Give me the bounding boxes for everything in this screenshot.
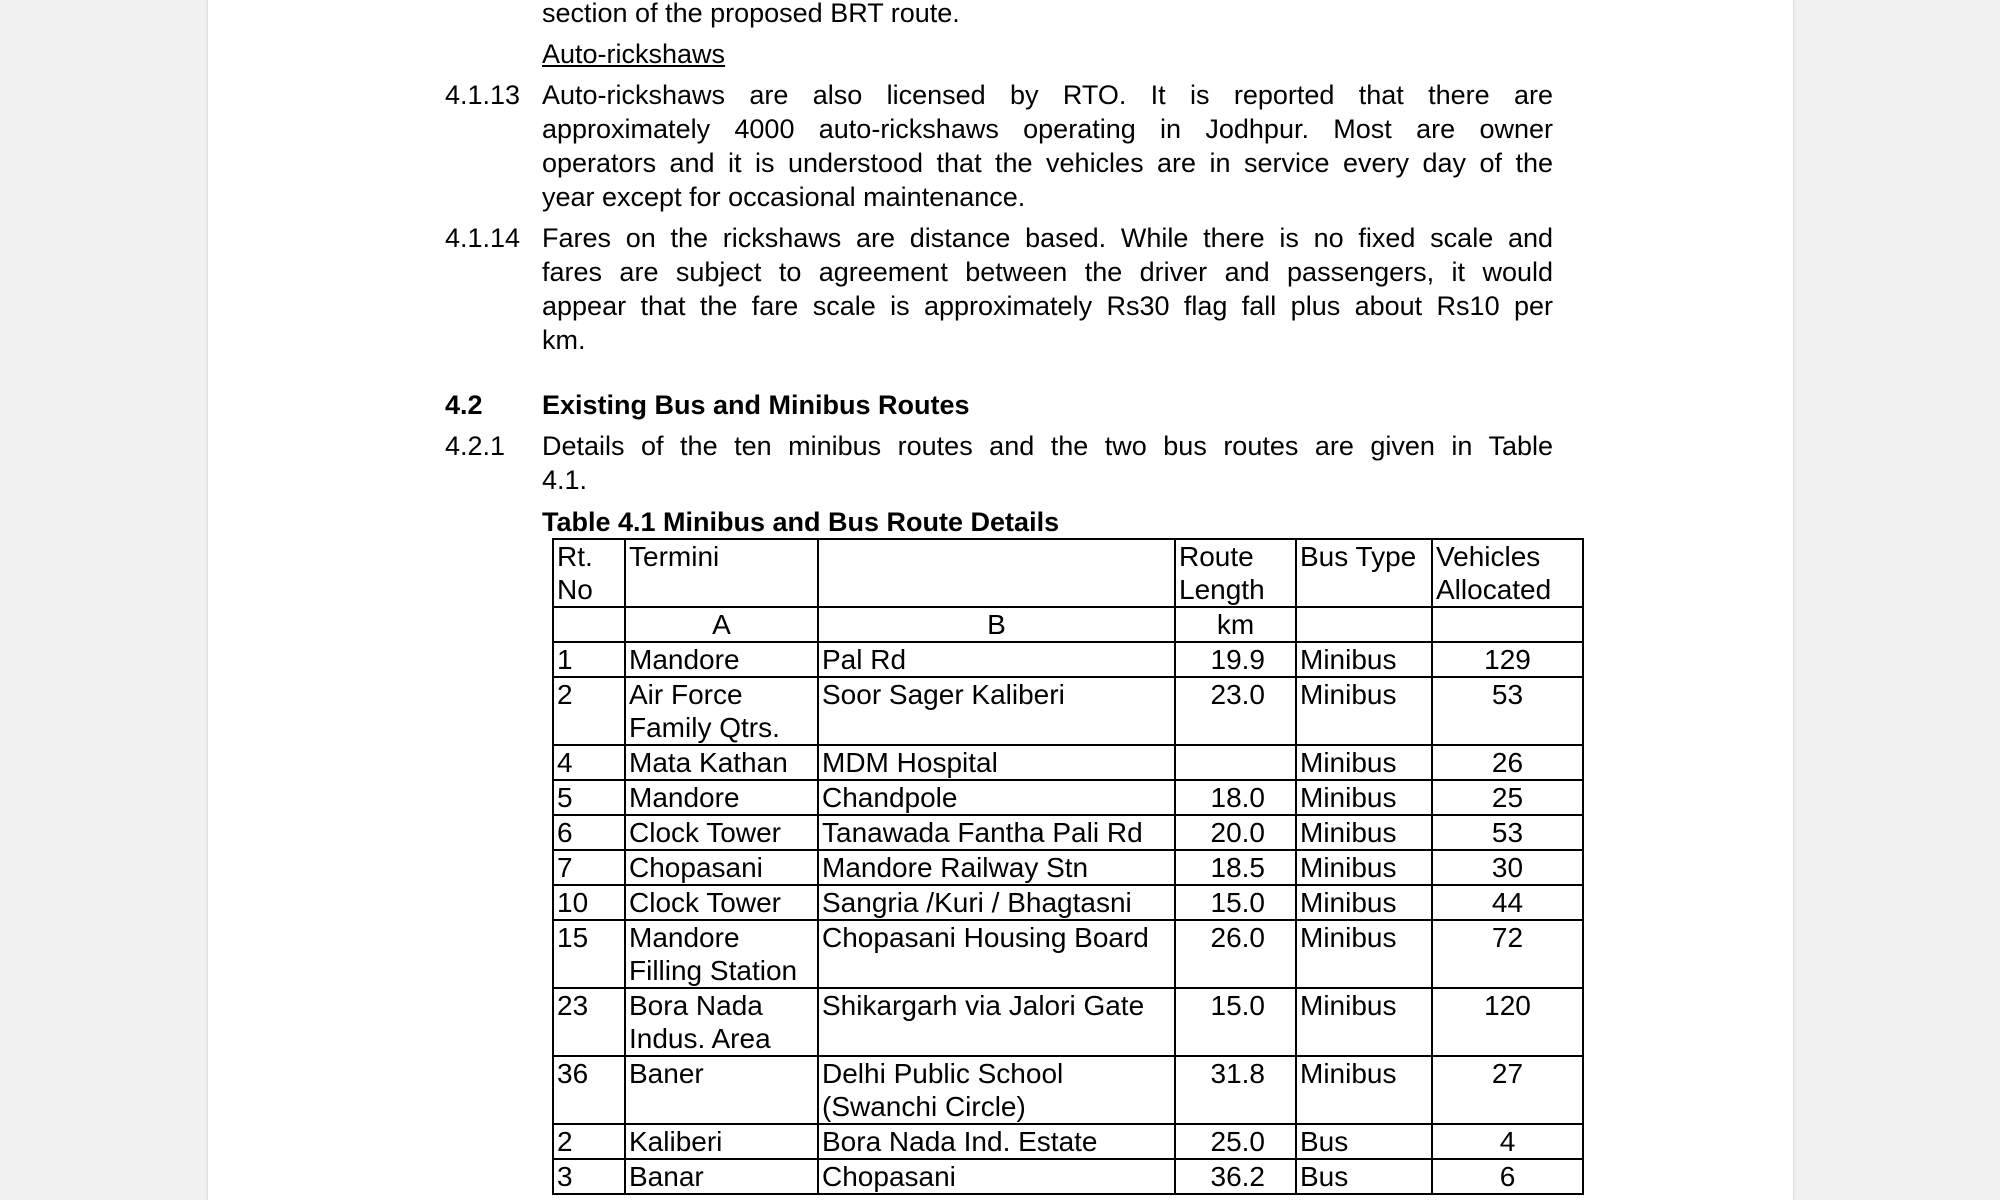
cell-terminus-a-line: Kaliberi <box>629 1126 723 1157</box>
cell-terminus-b-line: Delhi Public School <box>822 1058 1064 1089</box>
cell-bus-type: Minibus <box>1296 642 1432 677</box>
cell-terminus-a-line: Filling Station <box>629 955 798 986</box>
table-caption: Table 4.1 Minibus and Bus Route Details <box>542 507 1060 537</box>
table-row <box>553 745 1583 780</box>
paragraph-4114 <box>542 221 1553 357</box>
cell-route-length: 36.2 <box>1175 1159 1296 1194</box>
cell-vehicles: 26 <box>1432 745 1583 780</box>
cell-terminus-b <box>818 885 1175 920</box>
cell-terminus-b-line: Soor Sager Kaliberi <box>822 679 1065 710</box>
cell-terminus-b-line: Pal Rd <box>822 644 907 675</box>
cell-bus-type: Minibus <box>1296 920 1432 988</box>
cell-terminus-b <box>818 780 1175 815</box>
para-number-4113: 4.1.13 <box>445 80 521 110</box>
cell-terminus-b <box>818 745 1175 780</box>
cell-terminus-b <box>818 850 1175 885</box>
para-line: Fares on the rickshaws are distance based. While there is no fixed scale and <box>542 223 1553 253</box>
cell-vehicles: 53 <box>1432 677 1583 745</box>
cell-vehicles: 30 <box>1432 850 1583 885</box>
para-line: year except for occasional maintenance. <box>542 182 1026 212</box>
para-number-421: 4.2.1 <box>445 431 506 461</box>
cell-terminus-b <box>818 1159 1175 1194</box>
cell-route-length: 25.0 <box>1175 1124 1296 1159</box>
cell-bus-type: Minibus <box>1296 1056 1432 1124</box>
para-line: Auto-rickshaws are also licensed by RTO. It is reported that there are <box>542 80 1553 110</box>
cell-terminus-b <box>818 1056 1175 1124</box>
cell-route-no: 10 <box>553 885 625 920</box>
cell-terminus-b-line: (Swanchi Circle) <box>822 1091 1026 1122</box>
cell-terminus-a <box>625 642 818 677</box>
para-line: operators and it is understood that the vehicles are in service every day of the <box>542 148 1553 178</box>
table-row <box>553 677 1583 745</box>
cell-vehicles: 120 <box>1432 988 1583 1056</box>
cell-vehicles: 4 <box>1432 1124 1583 1159</box>
table-row <box>553 1124 1583 1159</box>
table-subheader-row <box>553 607 1583 642</box>
cell-bus-type: Minibus <box>1296 815 1432 850</box>
cell-terminus-b-line: Chandpole <box>822 782 958 813</box>
cell-route-no: 15 <box>553 920 625 988</box>
cell-route-length: 18.0 <box>1175 780 1296 815</box>
cell-terminus-a-line: Chopasani <box>629 852 763 883</box>
cell-bus-type: Minibus <box>1296 885 1432 920</box>
table-row <box>553 642 1583 677</box>
cell-vehicles: 27 <box>1432 1056 1583 1124</box>
cell-terminus-a-line: Indus. Area <box>629 1023 771 1054</box>
cell-terminus-b <box>818 815 1175 850</box>
cell-route-length: 26.0 <box>1175 920 1296 988</box>
para-line: fares are subject to agreement between the driver and passengers, it would <box>542 257 1553 287</box>
subheader-blank <box>1432 607 1583 642</box>
subheader-blank <box>1296 607 1432 642</box>
cell-terminus-a-line: Air Force <box>629 679 743 710</box>
cell-route-no: 3 <box>553 1159 625 1194</box>
cell-terminus-a <box>625 920 818 988</box>
cell-terminus-b-line: Tanawada Fantha Pali Rd <box>822 817 1143 848</box>
table-row <box>553 988 1583 1056</box>
cell-route-no: 6 <box>553 815 625 850</box>
subheader-b: B <box>818 607 1175 642</box>
para-line: 4.1. <box>542 465 588 495</box>
cell-terminus-a-line: Mandore <box>629 922 740 953</box>
cell-terminus-a <box>625 677 818 745</box>
subheader-km: km <box>1175 607 1296 642</box>
cell-terminus-b <box>818 988 1175 1056</box>
cell-route-length: 19.9 <box>1175 642 1296 677</box>
cell-terminus-a-line: Baner <box>629 1058 704 1089</box>
cell-terminus-a-line: Mandore <box>629 782 740 813</box>
cell-vehicles: 6 <box>1432 1159 1583 1194</box>
table-header-row <box>553 539 1583 607</box>
cell-route-no: 23 <box>553 988 625 1056</box>
cell-terminus-b-line: Mandore Railway Stn <box>822 852 1089 883</box>
para-line: km. <box>542 325 586 355</box>
route-details-table <box>552 538 1584 1195</box>
cell-terminus-a <box>625 1124 818 1159</box>
cell-bus-type: Minibus <box>1296 850 1432 885</box>
cell-bus-type: Minibus <box>1296 988 1432 1056</box>
header-termini: Termini <box>625 539 818 607</box>
table-row <box>553 885 1583 920</box>
cell-terminus-a-line: Clock Tower <box>629 817 781 848</box>
para-line: Details of the ten minibus routes and the two bus routes are given in Table <box>542 431 1553 461</box>
subheading-auto-rickshaws: Auto-rickshaws <box>542 39 726 69</box>
cell-terminus-b <box>818 1124 1175 1159</box>
cell-terminus-b-line: Chopasani Housing Board <box>822 922 1149 953</box>
para-line: appear that the fare scale is approximately Rs30 flag fall plus about Rs10 per <box>542 291 1553 321</box>
section-title: Existing Bus and Minibus Routes <box>542 390 970 420</box>
cell-terminus-a <box>625 1159 818 1194</box>
paragraph-4113 <box>542 78 1553 214</box>
cell-terminus-a <box>625 988 818 1056</box>
header-termini-blank <box>818 539 1175 607</box>
cell-bus-type: Minibus <box>1296 745 1432 780</box>
header-route-length: Route Length <box>1175 539 1296 607</box>
cell-terminus-a <box>625 885 818 920</box>
table-row <box>553 1056 1583 1124</box>
header-vehicles: Vehicles Allocated <box>1432 539 1583 607</box>
cell-bus-type: Minibus <box>1296 677 1432 745</box>
para-line: approximately 4000 auto-rickshaws operating in Jodhpur. Most are owner <box>542 114 1553 144</box>
cell-terminus-a-line: Clock Tower <box>629 887 781 918</box>
cell-route-length: 15.0 <box>1175 885 1296 920</box>
cell-terminus-b-line: MDM Hospital <box>822 747 998 778</box>
cell-terminus-a <box>625 1056 818 1124</box>
para-number-4114: 4.1.14 <box>445 223 521 253</box>
cell-terminus-b <box>818 642 1175 677</box>
cell-route-no: 1 <box>553 642 625 677</box>
cell-route-no: 36 <box>553 1056 625 1124</box>
cell-terminus-a <box>625 815 818 850</box>
table-row <box>553 815 1583 850</box>
table-row <box>553 850 1583 885</box>
cell-bus-type: Minibus <box>1296 780 1432 815</box>
cell-terminus-a-line: Mata Kathan <box>629 747 788 778</box>
cell-route-length <box>1175 745 1296 780</box>
top-line: section of the proposed BRT route. <box>542 0 960 28</box>
cell-terminus-a-line: Mandore <box>629 644 740 675</box>
cell-terminus-a <box>625 780 818 815</box>
cell-route-no: 5 <box>553 780 625 815</box>
cell-vehicles: 53 <box>1432 815 1583 850</box>
subheader-blank <box>553 607 625 642</box>
paragraph-421 <box>542 429 1553 497</box>
cell-terminus-a <box>625 850 818 885</box>
cell-route-length: 20.0 <box>1175 815 1296 850</box>
cell-terminus-b-line: Shikargarh via Jalori Gate <box>822 990 1145 1021</box>
cell-terminus-b-line: Bora Nada Ind. Estate <box>822 1126 1098 1157</box>
cell-route-no: 7 <box>553 850 625 885</box>
cell-vehicles: 72 <box>1432 920 1583 988</box>
cell-bus-type: Bus <box>1296 1124 1432 1159</box>
header-bus-type: Bus Type <box>1296 539 1432 607</box>
cell-vehicles: 25 <box>1432 780 1583 815</box>
header-rt-no: Rt. No <box>553 539 625 607</box>
cell-terminus-a-line: Banar <box>629 1161 704 1192</box>
cell-terminus-a-line: Family Qtrs. <box>629 712 780 743</box>
cell-terminus-a-line: Bora Nada <box>629 990 763 1021</box>
cell-route-no: 2 <box>553 1124 625 1159</box>
cell-terminus-b <box>818 677 1175 745</box>
cell-route-length: 15.0 <box>1175 988 1296 1056</box>
cell-route-no: 4 <box>553 745 625 780</box>
cell-terminus-b-line: Sangria /Kuri / Bhagtasni <box>822 887 1132 918</box>
cell-terminus-a <box>625 745 818 780</box>
cell-terminus-b <box>818 920 1175 988</box>
subheader-a: A <box>625 607 818 642</box>
cell-vehicles: 129 <box>1432 642 1583 677</box>
cell-route-length: 31.8 <box>1175 1056 1296 1124</box>
cell-route-no: 2 <box>553 677 625 745</box>
section-number: 4.2 <box>445 390 483 420</box>
table-row <box>553 780 1583 815</box>
table-row <box>553 1159 1583 1194</box>
cell-route-length: 23.0 <box>1175 677 1296 745</box>
cell-vehicles: 44 <box>1432 885 1583 920</box>
cell-bus-type: Bus <box>1296 1159 1432 1194</box>
cell-terminus-b-line: Chopasani <box>822 1161 956 1192</box>
table-row <box>553 920 1583 988</box>
cell-route-length: 18.5 <box>1175 850 1296 885</box>
